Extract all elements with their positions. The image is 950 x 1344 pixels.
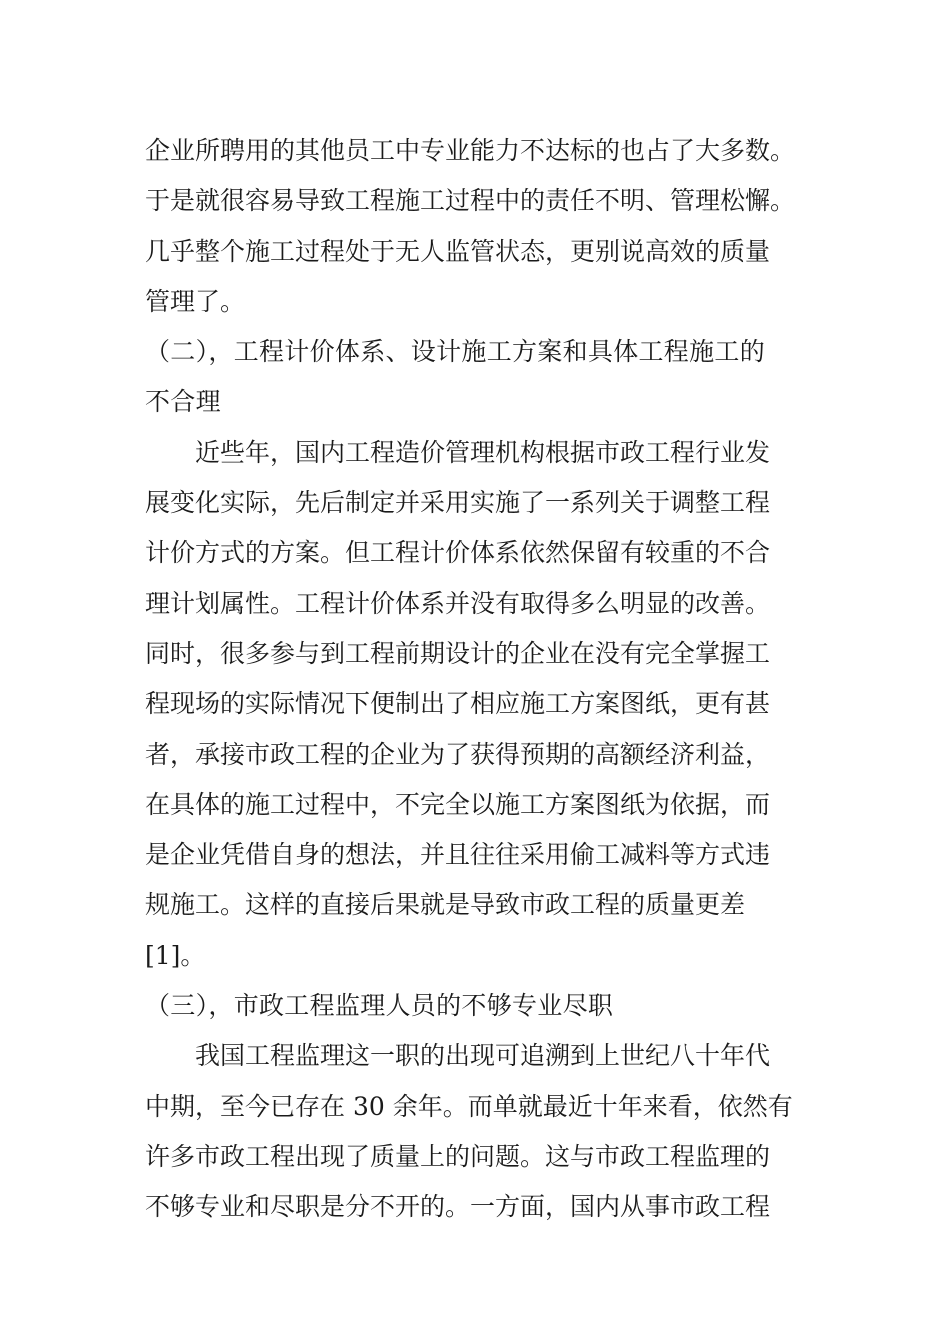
section-3-paragraph xyxy=(145,1031,805,1232)
heading-line: 不合理 xyxy=(145,387,221,417)
text-line: 我国工程监理这一职的出现可追溯到上世纪八十年代 xyxy=(195,1041,771,1071)
text-line: 管理了。 xyxy=(145,286,246,316)
text-line: 展变化实际，先后制定并采用实施了一系列关于调整工程 xyxy=(145,488,771,518)
text-line: 不够专业和尽职是分不开的。一方面，国内从事市政工程 xyxy=(145,1192,771,1222)
paragraph-continuation xyxy=(145,126,805,327)
text-line: 于是就很容易导致工程施工过程中的责任不明、管理松懈。 xyxy=(145,186,796,216)
text-line: 理计划属性。工程计价体系并没有取得多么明显的改善。 xyxy=(145,588,771,618)
text-line: 中期，至今已存在 30 余年。而单就最近十年来看，依然有 xyxy=(145,1091,793,1121)
text-line: 程现场的实际情况下便制出了相应施工方案图纸，更有甚 xyxy=(145,689,771,719)
text-line: 者，承接市政工程的企业为了获得预期的高额经济利益， xyxy=(145,739,771,769)
text-line: 近些年，国内工程造价管理机构根据市政工程行业发 xyxy=(195,437,771,467)
text-line: 企业所聘用的其他员工中专业能力不达标的也占了大多数。 xyxy=(145,136,796,165)
section-3-heading xyxy=(145,981,805,1031)
heading-line: （三），市政工程监理人员的不够专业尽职 xyxy=(145,991,614,1021)
text-line: 许多市政工程出现了质量上的问题。这与市政工程监理的 xyxy=(145,1141,771,1171)
document-body xyxy=(145,126,805,1233)
text-line: 同时，很多参与到工程前期设计的企业在没有完全掌握工 xyxy=(145,638,771,668)
text-line: 在具体的施工过程中，不完全以施工方案图纸为依据，而 xyxy=(145,789,771,819)
citation-line: [1]。 xyxy=(145,940,206,970)
text-line: 几乎整个施工过程处于无人监管状态，更别说高效的质量 xyxy=(145,236,771,266)
text-line: 计价方式的方案。但工程计价体系依然保留有较重的不合 xyxy=(145,538,771,568)
section-2-heading xyxy=(145,327,805,428)
text-line: 是企业凭借自身的想法，并且往往采用偷工减料等方式违 xyxy=(145,840,771,870)
heading-line: （二），工程计价体系、设计施工方案和具体工程施工的 xyxy=(145,337,766,367)
text-line: 规施工。这样的直接后果就是导致市政工程的质量更差 xyxy=(145,890,746,920)
section-2-paragraph xyxy=(145,428,805,981)
